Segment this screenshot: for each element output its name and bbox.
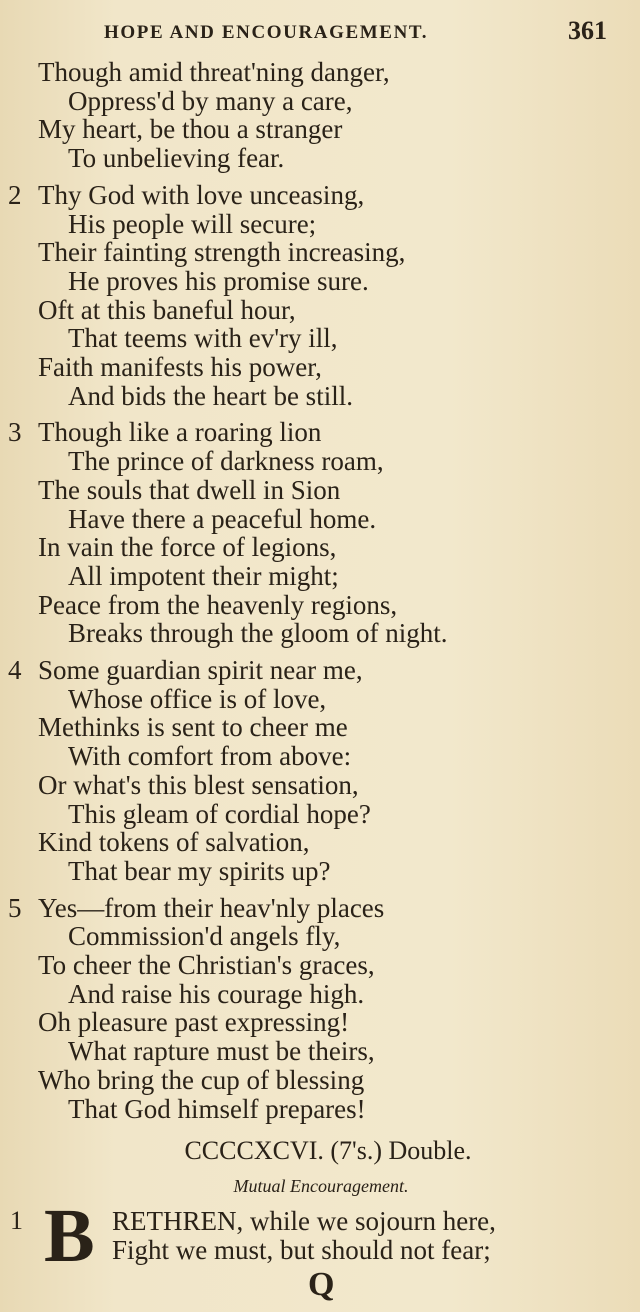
hymn-line [0, 922, 640, 951]
drop-cap: B [44, 1194, 95, 1278]
verse-number: 1 [10, 1206, 23, 1235]
hymn-line [0, 476, 640, 505]
hymn-line [0, 713, 640, 742]
hymn-line [0, 828, 640, 857]
hymn-line-text: What rapture must be theirs, [68, 1036, 375, 1067]
hymn-line [0, 619, 640, 648]
running-head: HOPE AND ENCOURAGEMENT. [104, 22, 429, 43]
hymn-line-text: This gleam of cordial hope? [68, 798, 371, 829]
hymn-line-text: Peace from the heavenly regions, [38, 589, 398, 620]
hymn-line [0, 238, 640, 267]
hymn-line-text: Some guardian spirit near me, [38, 655, 363, 685]
hymn-line [0, 324, 640, 353]
hymn-line [0, 951, 640, 980]
hymn-line-text: My heart, be thou a stranger [38, 114, 343, 145]
hymn-line [0, 1095, 640, 1124]
hymn-line [0, 447, 640, 476]
hymn-line-text: His people will secure; [68, 208, 317, 239]
signature-mark: Q [308, 1266, 335, 1303]
hymn-line [0, 533, 640, 562]
hymn-line-text: That God himself prepares! [68, 1093, 366, 1124]
hymn-line [0, 656, 640, 685]
hymn-line-text: He proves his promise sure. [68, 265, 369, 296]
hymn-line-text: Yes—from their heav'nly places [38, 892, 385, 923]
hymn-line [0, 144, 640, 173]
hymn-line-text: To cheer the Christian's graces, [38, 950, 375, 980]
verse-number: 4 [8, 655, 22, 685]
hymn-line [0, 181, 640, 210]
hymn-line [0, 857, 640, 886]
hymn-line [0, 87, 640, 116]
hymn-line-text: In vain the force of legions, [38, 532, 337, 563]
hymn-line-text: Whose office is of love, [68, 683, 327, 714]
hymn-line-text: Who bring the cup of blessing [38, 1064, 365, 1095]
verse-number: 2 [8, 179, 22, 210]
hymn-line [0, 210, 640, 239]
hymn-line [0, 1008, 640, 1037]
hymn-line-text: Commission'd angels fly, [68, 921, 341, 952]
hymn-line [0, 353, 640, 382]
hymn-subtitle: Mutual Encouragement. [233, 1176, 409, 1196]
hymn-line [0, 685, 640, 714]
hymn-line [0, 418, 640, 447]
hymn-line [0, 894, 640, 923]
hymn-line [0, 382, 640, 411]
hymn-line-text: All impotent their might; [68, 560, 339, 591]
hymn-line: RETHREN, while we sojourn here, [112, 1206, 496, 1236]
hymn-line-text: And raise his courage high. [68, 978, 365, 1009]
hymn-line-text: Breaks through the gloom of night. [68, 618, 448, 649]
hymn-line [0, 267, 640, 296]
verse-number: 3 [8, 417, 22, 448]
hymn-line-text: Thy God with love unceasing, [38, 179, 365, 210]
hymn-line-text: Or what's this blest sensation, [38, 769, 359, 800]
page-header [0, 14, 640, 50]
hymn-title: CCCCXCVI. (7's.) Double. [184, 1136, 472, 1165]
hymn-line [0, 562, 640, 591]
hymn-line [0, 980, 640, 1009]
hymn-line-text: Have there a peaceful home. [68, 503, 377, 534]
hymn-line [0, 58, 640, 87]
hymn-line-text: That teems with ev'ry ill, [68, 323, 338, 354]
hymn-line [0, 591, 640, 620]
hymn-line-text: Though amid threat'ning danger, [38, 57, 390, 87]
hymn-line-text: And bids the heart be still. [68, 380, 353, 411]
hymn-line-text: To unbelieving fear. [68, 143, 285, 174]
hymn-line-text: Faith manifests his power, [38, 352, 322, 382]
page-number: 361 [568, 16, 607, 45]
hymn-line-text: With comfort from above: [68, 741, 352, 772]
hymn-line [0, 771, 640, 800]
hymn-line-text: Oh pleasure past expressing! [38, 1007, 350, 1038]
hymn-line-text: Methinks is sent to cheer me [38, 712, 348, 743]
hymn-line: Fight we must, but should not fear; [112, 1235, 491, 1265]
hymn-line-text: The souls that dwell in Sion [38, 474, 341, 505]
hymn-line-text: That bear my spirits up? [68, 855, 331, 886]
hymn-line-text: Kind tokens of salvation, [38, 827, 310, 858]
verse-number: 5 [8, 892, 22, 923]
hymn-line-text: Oft at this baneful hour, [38, 294, 296, 325]
hymn-line [0, 505, 640, 534]
hymn-line-text: Oppress'd by many a care, [68, 85, 353, 116]
hymn-line-text: Their fainting strength increasing, [38, 237, 406, 268]
hymn-line [0, 800, 640, 829]
hymn-line [0, 1037, 640, 1066]
hymn-line [0, 296, 640, 325]
hymn-line [0, 1066, 640, 1095]
hymn-line-text: The prince of darkness roam, [68, 446, 384, 477]
hymn-line [0, 115, 640, 144]
hymn-line [0, 742, 640, 771]
hymn-line-text: Though like a roaring lion [38, 417, 322, 448]
